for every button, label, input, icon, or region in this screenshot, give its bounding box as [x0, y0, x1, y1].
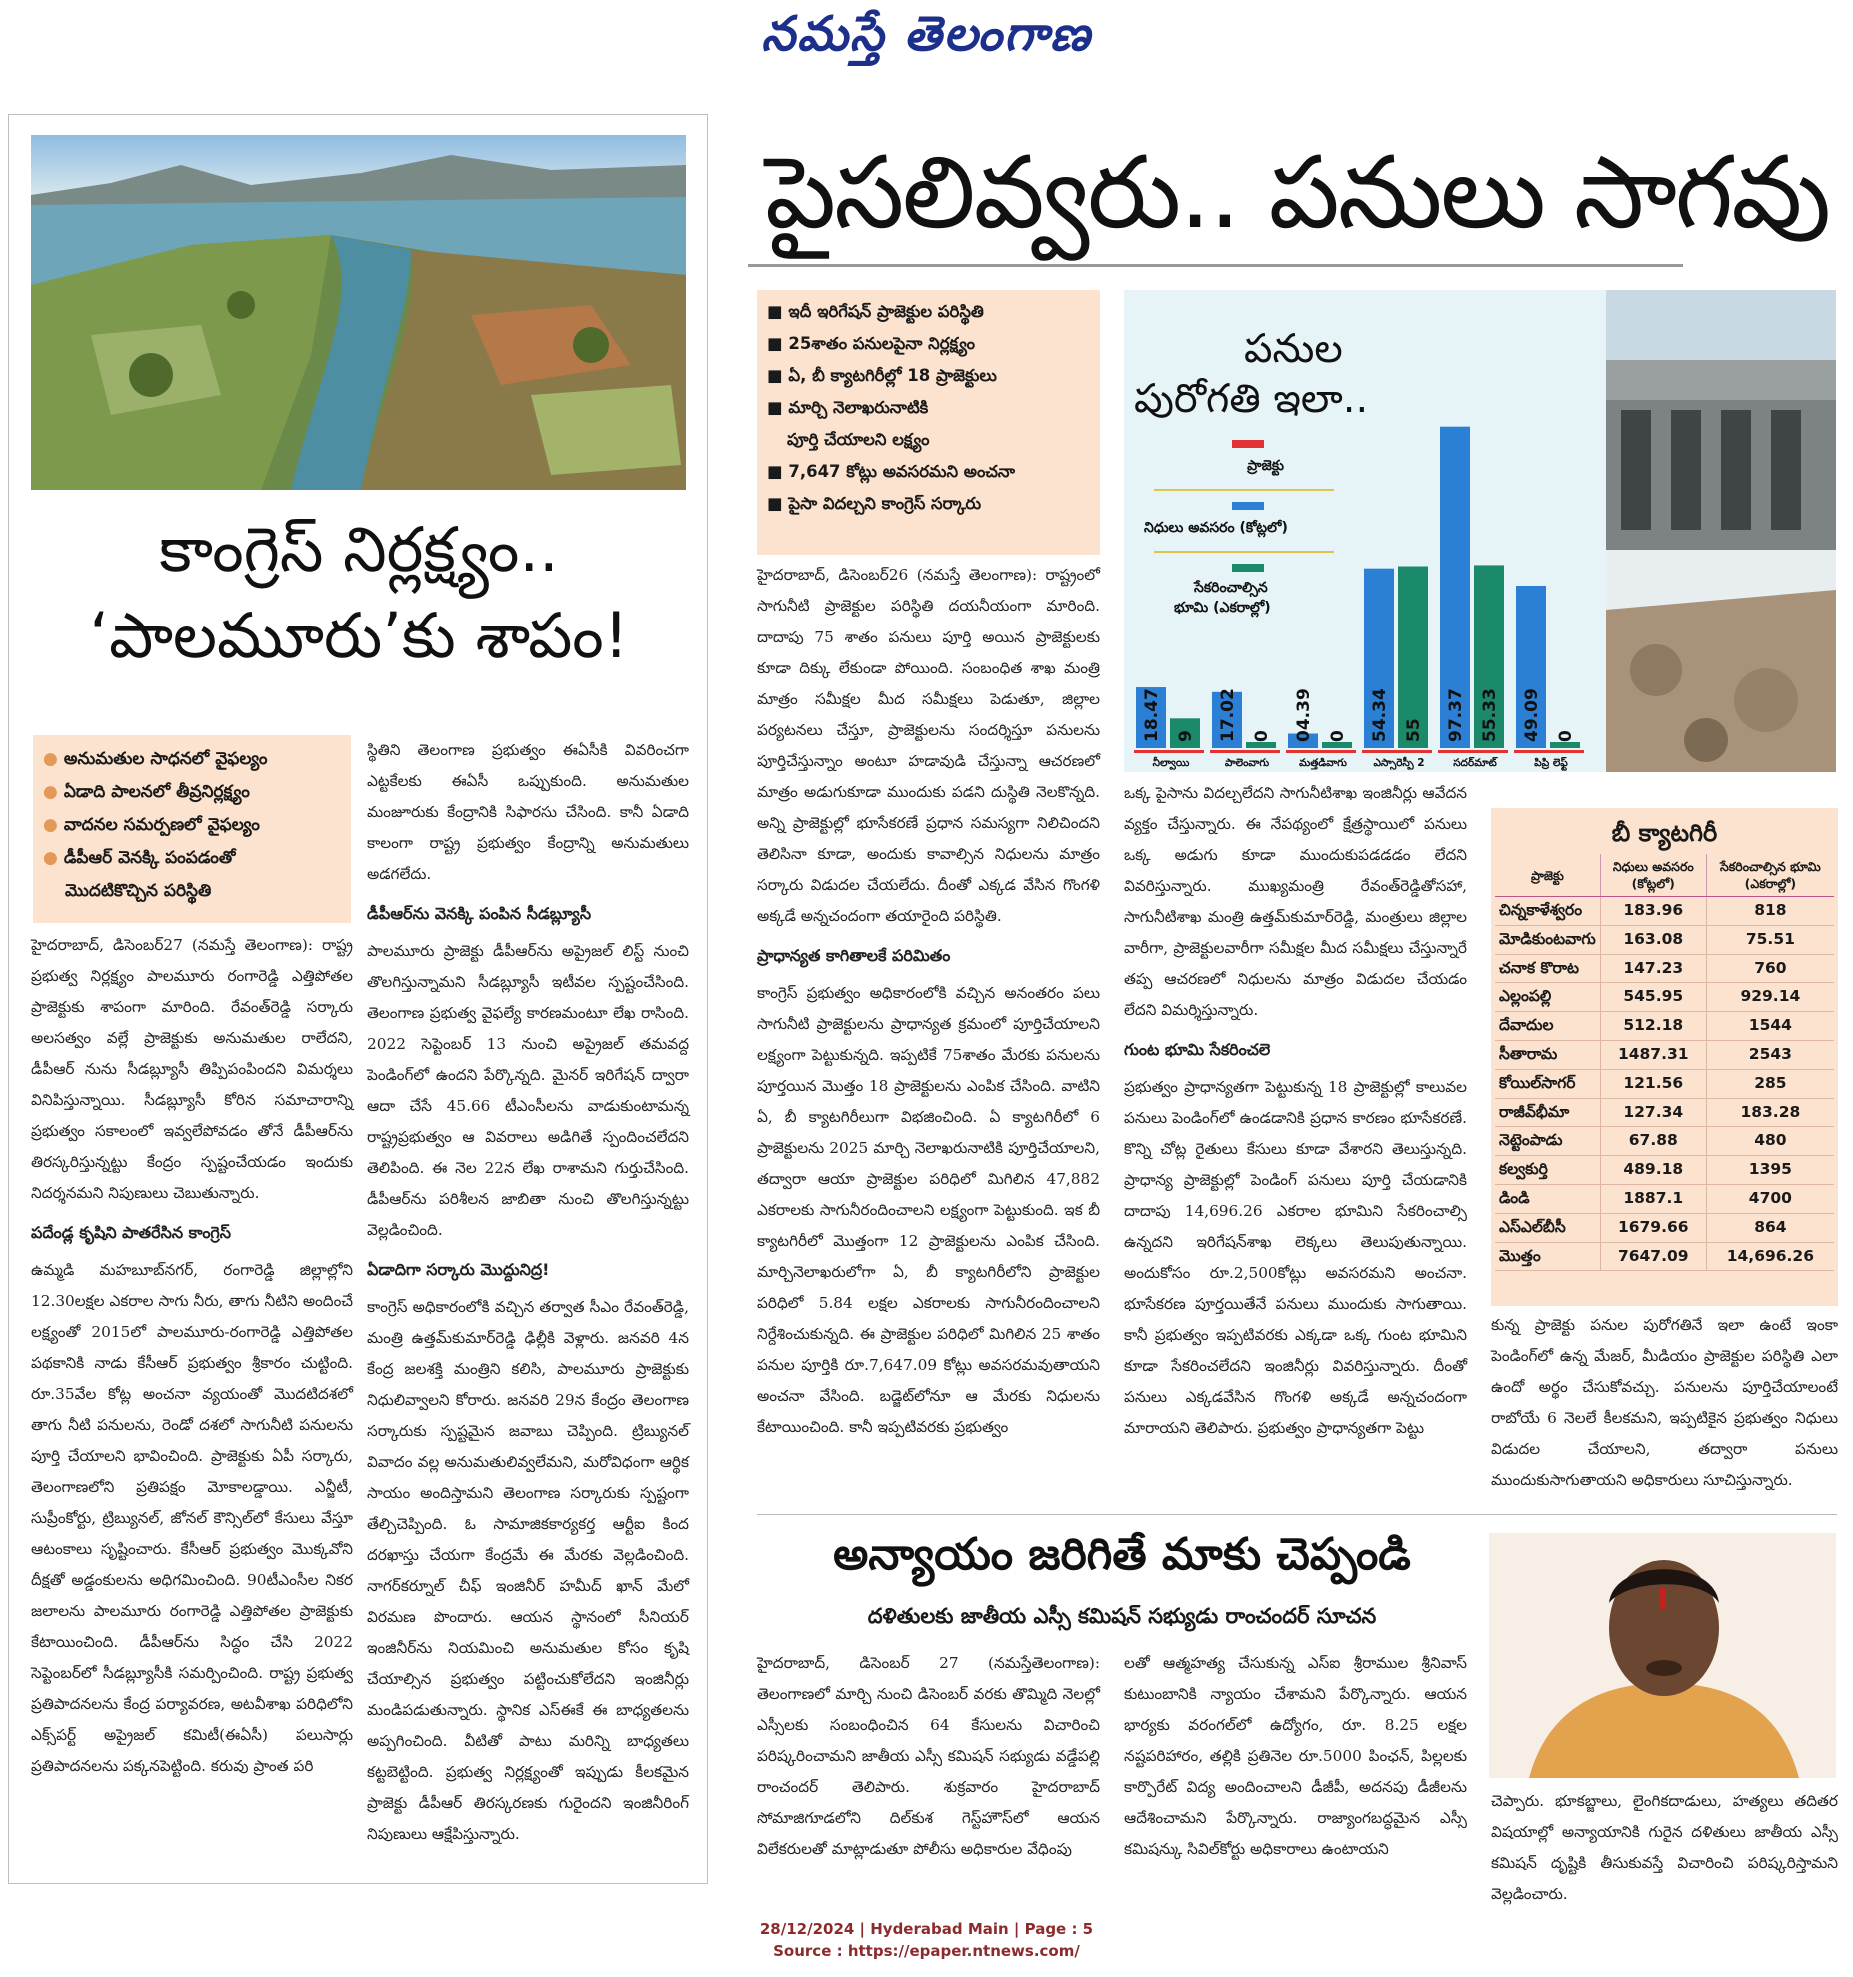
data-label: 18.47 [1142, 688, 1162, 742]
main-column-1 [757, 560, 1100, 1500]
left-column-1 [31, 930, 353, 1875]
table-cell-value: 75.51 [1706, 925, 1834, 954]
main-column-2 [1124, 778, 1467, 1500]
table-cell-value: 760 [1706, 954, 1834, 983]
table-header: నిధులు అవసరం (కోట్లలో) [1600, 854, 1706, 897]
table-cell-value: 2543 [1706, 1040, 1834, 1069]
table-row [1495, 1213, 1834, 1242]
table-cell-value: 864 [1706, 1213, 1834, 1242]
bottom-headline: అన్యాయం జరిగితే మాకు చెప్పండి [833, 1529, 1411, 1580]
progress-chart [1124, 290, 1606, 772]
data-label: 0 [1252, 730, 1272, 742]
category-marker [1286, 750, 1356, 753]
table-row [1495, 1156, 1834, 1185]
table-cell-value: 147.23 [1600, 954, 1706, 983]
table-cell-project: దేవాదుల [1495, 1012, 1600, 1041]
table-cell-value: 929.14 [1706, 983, 1834, 1012]
page-footer [0, 1918, 1853, 1962]
bottom-paragraph: చెప్పారు. భూకబ్జాలు, లైంగికదాడులు, హత్యలు తదితర విషయాల్లో అన్యాయానికి గురైన దళితులు జాతీయ ఎస్సీ కమిషన్ దృష్టికి తీసుకువస్తే విచారించి పరిష్కరిస్తామని వెల్లడించారు. [1491, 1792, 1838, 1903]
data-label: 9 [1176, 730, 1196, 742]
table-cell-project: సీతారామ [1495, 1040, 1600, 1069]
table-cell-value: 183.28 [1706, 1098, 1834, 1127]
table-cell-value: 7647.09 [1600, 1242, 1706, 1271]
table-cell-project: నెట్టెంపాడు [1495, 1127, 1600, 1156]
main-bullet: ■ 25శాతం పనులపైనా నిర్లక్ష్యం [767, 334, 976, 353]
table-header: ప్రాజెక్టు [1495, 854, 1600, 897]
table-cell-value: 1544 [1706, 1012, 1834, 1041]
table-cell-project: కోయిల్‌సాగర్ [1495, 1069, 1600, 1098]
b-category-title: బీ క్యాటగిరీ [1611, 819, 1718, 847]
table-cell-value: 183.96 [1600, 897, 1706, 926]
data-label: 55.33 [1480, 688, 1500, 742]
category-label: నీల్వాయి [1152, 757, 1190, 769]
category-label: పిప్రి లెఫ్ట్ [1534, 757, 1568, 769]
table-cell-project: ఎల్లంపల్లి [1495, 983, 1600, 1012]
bottom-paragraph: హైదరాబాద్, డిసెంబర్ 27 (నమస్తేతెలంగాణ): తెలంగాణలో మార్చి నుంచి డిసెంబర్ వరకు తొమ్మిది నెలల్లో ఎస్సీలకు సంబంధించిన 64 కేసులను విచారించి పరిష్కరించామని జాతీయ ఎస్సీ కమిషన్ సభ్యుడు వడ్డేపల్లి రాంచందర్ తెలిపారు. శుక్రవారం హైదరాబాద్ సోమాజిగూడలోని దిల్‌కుశ గెస్ట్‌హౌస్‌లో ఆయన విలేకరులతో మాట్లాడుతూ పోలీసు అధికారుల వేధింపు [757, 1654, 1100, 1858]
category-label: పాలెంవాగు [1224, 757, 1270, 769]
table-cell-project: మొత్తం [1495, 1242, 1600, 1271]
left-bullet: ● డీపీఆర్ వెనక్కి పంపడంతో [43, 848, 236, 868]
main-subheading: ప్రాధాన్యత కాగితాలకే పరిమితం [757, 946, 951, 965]
main-paragraph: కున్న ప్రాజెక్టు పనుల పురోగతినే ఇలా ఉంటే ఇంకా పెండింగ్‌లో ఉన్న మేజర్, మీడియం ప్రాజెక్టుల పరిస్థితి ఎలా ఉందో అర్థం చేసుకోవచ్చు. పనులను పూర్తిచేయాలంటే రాబోయే 6 నెలలే కీలకమని, ఇప్పటికైన ప్రభుత్వం నిధులు విడుదల చేయాలని, తద్వారా పనులు ముందుకుసాగుతాయని అధికారులు సూచిస్తున్నారు. [1491, 1316, 1838, 1489]
main-bullet: ■ పైసా విదల్చని కాంగ్రెస్ సర్కారు [767, 494, 982, 513]
data-label: 0 [1556, 730, 1576, 742]
commission-member-photo [1489, 1533, 1836, 1778]
main-paragraph: ఒక్క పైసాను విదల్చలేదని సాగునీటిశాఖ ఇంజినీర్లు ఆవేదన వ్యక్తం చేస్తున్నారు. ఈ నేపథ్యంలో క్షేత్రస్థాయిలో పనులు ఒక్క అడుగు కూడా ముందుకుపడడడం లేదని వివరిస్తున్నారు. ముఖ్యమంత్రి రేవంత్‌రెడ్డితోసహా, సాగునీటిశాఖ మంత్రి ఉత్తమ్‌కుమార్‌రెడ్డి, మంత్రులు జిల్లాల వారీగా, ప్రాజెక్టులవారీగా సమీక్షల మీద సమీక్షలు చేస్తున్నారే తప్ప ఆచరణలో నిధులను మాత్రం విడుదల చేయడం లేదని విమర్శిస్తున్నారు. [1124, 784, 1467, 1019]
data-label: 54.34 [1370, 688, 1390, 742]
bottom-column-3 [1491, 1786, 1838, 1903]
table-cell-project: మోడికుంటవాగు [1495, 925, 1600, 954]
left-headline-line2: ‘పాలమూరు’కు శాపం! [89, 599, 629, 672]
legend-swatch-funds [1232, 502, 1264, 510]
table-cell-project: కల్వకుర్తి [1495, 1156, 1600, 1185]
table-cell-value: 67.88 [1600, 1127, 1706, 1156]
dam-photo [1606, 290, 1836, 772]
table-row [1495, 1040, 1834, 1069]
section-divider [757, 1514, 1837, 1515]
footer-source: Source : https://epaper.ntnews.com/ [773, 1942, 1080, 1960]
table-row [1495, 1012, 1834, 1041]
table-cell-value: 1679.66 [1600, 1213, 1706, 1242]
data-label: 17.02 [1218, 688, 1238, 742]
left-headline-line1: కాంగ్రెస్ నిర్లక్ష్యం.. [159, 513, 559, 586]
table-cell-project: చిన్నకాళేశ్వరం [1495, 897, 1600, 926]
footer-date-edition: 28/12/2024 | Hyderabad Main | Page : 5 [759, 1920, 1094, 1938]
main-bullet: ■ 7,647 కోట్లు అవసరమని అంచనా [767, 462, 1016, 481]
main-paragraph: కాంగ్రెస్ ప్రభుత్వం అధికారంలోకి వచ్చిన అనంతరం పలు సాగునీటి ప్రాజెక్టులను ప్రాధాన్యత క్రమంలో పూర్తిచేయాలని లక్ష్యంగా పెట్టుకున్నది. ఇప్పటికే 75శాతం మేరకు పనులను పూర్తయిన మొత్తం 18 ప్రాజెక్టులను ఎంపిక చేసింది. వాటిని ఏ, బీ క్యాటగిరీలుగా విభజించింది. ఏ క్యాటగిరీలో 6 ప్రాజెక్టులను 2025 మార్చి నెలాఖరునాటికి పూర్తిచేయాలని, తద్వారా ఆయా ప్రాజెక్టుల పరిధిలో మిగిలిన 47,882 ఎకరాలకు సాగునీరందించాలని లక్ష్యంగా పెట్టుకుంది. ఇక బీ క్యాటగిరీలో మొత్తంగా 12 ప్రాజెక్టులను ఎంపిక చేసింది. మార్చినెలాఖరులోగా ఏ, బీ క్యాటగిరీలోని ప్రాజెక్టుల పరిధిలో 5.84 లక్షల ఎకరాలకు సాగునీరందించాలని నిర్దేశించుకున్నది. ఈ ప్రాజెక్టుల పరిధిలో మిగిలిన 25 శాతం పనుల పూర్తికి రూ.7,647.09 కోట్లు అవసరమవుతాయని అంచనా వేసింది. బడ్జెట్‌లోనూ ఆ మేరకు నిధులను కేటాయించింది. కానీ ఇప్పటివరకు ప్రభుత్వం [757, 984, 1100, 1436]
legend-label: భూమి (ఎకరాల్లో) [1174, 600, 1271, 616]
table-row [1495, 1242, 1834, 1271]
masthead-logo: నమస్తే తెలంగాణ [761, 6, 1092, 62]
table-cell-project: చనాక కొరాట [1495, 954, 1600, 983]
bottom-column-1 [757, 1648, 1100, 1888]
left-paragraph: కాంగ్రెస్ అధికారంలోకి వచ్చిన తర్వాత సీఎం రేవంత్‌రెడ్డి, మంత్రి ఉత్తమ్‌కుమార్‌రెడ్డి ఢిల్లీకి వెళ్లారు. జనవరి 4న కేంద్ర జలశక్తి మంత్రిని కలిసి, పాలమూరు ప్రాజెక్టుకు నిధులివ్వాలని కోరారు. జనవరి 29న కేంద్రం తెలంగాణ సర్కారుకు స్పష్టమైన జవాబు చెప్పింది. ట్రిబ్యునల్ వివాదం వల్ల అనుమతులివ్వలేమని, మరోవిధంగా ఆర్థిక సాయం అందిస్తామని తెలంగాణ సర్కారుకు స్పష్టంగా తేల్చిచెప్పింది. ఓ సామాజికకార్యకర్త ఆర్టీఐ కింద దరఖాస్తు చేయగా కేంద్రమే ఈ మేరకు వెల్లడించింది. నాగర్‌కర్నూల్ చీఫ్ ఇంజినీర్ హమీద్ ఖాన్ మేలో విరమణ పొందారు. ఆయన స్థానంలో సీనియర్ ఇంజినీర్‌ను నియమించి అనుమతుల కోసం కృషి చేయాల్సిన ప్రభుత్వం పట్టించుకోలేదని ఇంజినీర్లు మండిపడుతున్నారు. స్థానిక ఎస్‌ఈకే ఈ బాధ్యతలను అప్పగించింది. వీటితో పాటు మరిన్ని బాధ్యతలు కట్టబెట్టింది. ప్రభుత్వ నిర్లక్ష్యంతో ఇప్పుడు కీలకమైన ప్రాజెక్టు డీపీఆర్ తిరస్కరణకు గురైందని ఇంజినీరింగ్ నిపుణులు ఆక్షేపిస్తున్నారు. [367, 1298, 689, 1843]
main-paragraph: ప్రభుత్వం ప్రాధాన్యతగా పెట్టుకున్న 18 ప్రాజెక్టుల్లో కాలువల పనులు పెండింగ్‌లో ఉండడానికి ప్రధాన కారణం భూసేకరణే. కొన్ని చోట్ల రైతులు కేసులు కూడా వేశారని తెలుస్తున్నది. ప్రాధాన్య ప్రాజెక్టుల్లో పెండింగ్ పనులు పూర్తి చేయడానికి దాదాపు 14,696.26 ఎకరాల భూమిని సేకరించాల్సి ఉన్నదని ఇరిగేషన్‌శాఖ లెక్కలు తెలుపుతున్నాయి. అందుకోసం రూ.2,500కోట్లు అవసరమని అంచనా. భూసేకరణ పూర్తయితేనే పనులు ముందుకు సాగుతాయి. కానీ ప్రభుత్వం ఇప్పటివరకు ఎక్కడా ఒక్క గుంట భూమిని కూడా సేకరించలేదని ఇంజినీర్లు వివరిస్తున్నారు. దీంతో పనులు ఎక్కడవేసిన గొంగళి అక్కడే అన్నచందంగా మారాయని తెలిపారు. ప్రభుత్వం ప్రాధాన్యతగా పెట్టు [1124, 1078, 1467, 1437]
left-paragraph: స్థితిని తెలంగాణ ప్రభుత్వం ఈఏసీకి వివరించగా ఎట్టకేలకు ఈఏసీ ఒప్పుకుంది. అనుమతుల మంజూరుకు కేంద్రానికి సిఫారసు చేసింది. కానీ ఏడాది కాలంగా రాష్ట్ర ప్రభుత్వం కేంద్రాన్ని అనుమతులు అడగలేదు. [367, 741, 689, 883]
table-row [1495, 897, 1834, 926]
table-cell-value: 163.08 [1600, 925, 1706, 954]
table-cell-value: 1395 [1706, 1156, 1834, 1185]
left-bullet: ● వాదనల సమర్పణలో వైఫల్యం [43, 815, 260, 835]
left-article [8, 114, 708, 1884]
table-cell-value: 4700 [1706, 1184, 1834, 1213]
table-row [1495, 1069, 1834, 1098]
table-row [1495, 925, 1834, 954]
chart-title: పురోగతి ఇలా.. [1134, 376, 1369, 422]
table-cell-project: డిండి [1495, 1184, 1600, 1213]
category-label: ఎస్సారెస్పీ 2 [1373, 757, 1425, 769]
table-cell-value: 545.95 [1600, 983, 1706, 1012]
category-label: మత్తడివాగు [1299, 757, 1347, 769]
table-cell-value: 512.18 [1600, 1012, 1706, 1041]
data-label: 49.09 [1522, 688, 1542, 742]
category-label: సదర్‌మాట్ [1453, 757, 1497, 769]
left-column-2 [367, 735, 689, 1875]
left-paragraph: హైదరాబాద్, డిసెంబర్27 (నమస్తే తెలంగాణ): రాష్ట్ర ప్రభుత్వ నిర్లక్ష్యం పాలమూరు రంగారెడ్డి ఎత్తిపోతల ప్రాజెక్టుకు శాపంగా మారింది. రేవంత్‌రెడ్డి సర్కారు అలసత్వం వల్లే ప్రాజెక్టుకు అనుమతుల రాలేదని, డీపీఆర్ నును సీడబ్ల్యూసీ తిప్పిపంపిందని విమర్శలు వినిపిస్తున్నాయి. సీడబ్ల్యూసీ కోరిన సమాచారాన్ని ప్రభుత్వం సకాలంలో ఇవ్వలేపోవడం తోనే డీపీఆర్‌ను తిరస్కరిస్తున్నట్టు కేంద్రం స్పష్టంచేయడం ఇందుకు నిదర్శనమని నిపుణులు చెబుతున్నారు. [31, 936, 353, 1202]
left-subheading: ఏడాదిగా సర్కారు మొద్దునిద్ర! [367, 1260, 550, 1279]
main-subheading: గుంట భూమి సేకరించలె [1124, 1040, 1271, 1059]
main-bullet: ■ మార్చి నెలాఖరునాటికి [767, 398, 929, 417]
main-headline: పైసలివ్వరు.. పనులు సాగవు [764, 134, 1830, 251]
main-bullet: ■ ఏ, బీ క్యాటగిరీల్లో 18 ప్రాజెక్టులు [767, 366, 997, 385]
table-cell-value: 285 [1706, 1069, 1834, 1098]
data-label: 0 [1328, 730, 1348, 742]
legend-label: సేకరించాల్సిన [1194, 580, 1268, 596]
left-bullet: ● అనుమతుల సాధనలో వైఫల్యం [43, 749, 268, 769]
category-marker [1514, 750, 1584, 753]
table-cell-value: 127.34 [1600, 1098, 1706, 1127]
legend-label: నిధులు అవసరం (కోట్లలో) [1144, 520, 1288, 536]
legend-label: ప్రాజెక్టు [1247, 458, 1284, 474]
category-marker [1362, 750, 1432, 753]
table-row [1495, 1127, 1834, 1156]
table-cell-value: 1487.31 [1600, 1040, 1706, 1069]
table-cell-value: 121.56 [1600, 1069, 1706, 1098]
table-cell-value: 818 [1706, 897, 1834, 926]
bottom-subheadline: దళితులకు జాతీయ ఎస్సీ కమిషన్ సభ్యుడు రాంచందర్ సూచన [867, 1604, 1377, 1628]
table-cell-value: 489.18 [1600, 1156, 1706, 1185]
data-label: 97.37 [1446, 688, 1466, 742]
left-bullet: ● ఏడాది పాలనలో తీవ్రనిర్లక్ష్యం [43, 782, 250, 802]
main-highlights [757, 290, 1100, 555]
main-bullet: ■ ఇదీ ఇరిగేషన్ ప్రాజెక్టుల పరిస్థితి [767, 302, 984, 321]
left-highlights [33, 735, 351, 923]
left-subheading: పదేండ్ల కృషిని పాతరేసిన కాంగ్రెస్ [31, 1223, 231, 1242]
main-bullet: పూర్తి చేయాలని లక్ష్యం [787, 430, 930, 449]
category-marker [1438, 750, 1508, 753]
table-cell-value: 480 [1706, 1127, 1834, 1156]
category-marker [1134, 750, 1204, 753]
reservoir-photo [31, 135, 686, 490]
left-headline [19, 507, 699, 679]
table-cell-project: ఎస్ఎల్‌బీసీ [1495, 1213, 1600, 1242]
table-row [1495, 954, 1834, 983]
table-header: సేకరించాల్సిన భూమి (ఎకరాల్లో) [1706, 854, 1834, 897]
b-category-table [1491, 808, 1838, 1306]
chart-title: పనుల [1244, 326, 1343, 372]
table-row [1495, 1098, 1834, 1127]
main-paragraph: హైదరాబాద్, డిసెంబర్26 (నమస్తే తెలంగాణ): రాష్ట్రంలో సాగునీటి ప్రాజెక్టుల పరిస్థితి దయనీయంగా మారింది. దాదాపు 75 శాతం పనులు పూర్తి అయిన ప్రాజెక్టులకు కూడా దిక్కు లేకుండా పోయింది. సంబంధిత శాఖ మంత్రి మాత్రం సమీక్షల మీద సమీక్షలు పెడుతూ, జిల్లాల పర్యటనలు చేస్తూ, ప్రాజెక్టులను సందర్శిస్తూ పనులను పూర్తిచేస్తున్నాం అంటూ హడావుడి చేస్తున్నా ఆచరణలో మాత్రం అడుగుకూడా ముందుకు పడని దుస్థితి నెలకొన్నది. అన్ని ప్రాజెక్టుల్లో భూసేకరణే ప్రధాన సమస్యగా నిలిచిందని తెలిసినా కూడా, అందుకు కావాల్సిన నిధులను మాత్రం సర్కారు విడుదల చేయలేదు. దీంతో ఎక్కడ వేసిన గొంగళి అక్కడే అన్నచందంగా తయారైంది పరిస్థితి. [757, 566, 1100, 925]
legend-swatch-land [1232, 564, 1264, 572]
table-cell-value: 1887.1 [1600, 1184, 1706, 1213]
table-row [1495, 983, 1834, 1012]
table-row [1495, 1184, 1834, 1213]
left-bullet: మొదటికొచ్చిన పరిస్థితి [65, 881, 212, 901]
b-category-grid [1495, 854, 1834, 1271]
table-cell-value: 14,696.26 [1706, 1242, 1834, 1271]
category-marker [1210, 750, 1280, 753]
table-cell-project: రాజీవ్‌భీమా [1495, 1098, 1600, 1127]
data-label: 55 [1404, 718, 1424, 742]
headline-rule [748, 264, 1683, 267]
left-paragraph: ఉమ్మడి మహబూబ్‌నగర్, రంగారెడ్డి జిల్లాల్లోని 12.30లక్షల ఎకరాల సాగు నీరు, తాగు నీటిని అందించే లక్ష్యంతో 2015లో పాలమూరు-రంగారెడ్డి ఎత్తిపోతల పథకానికి నాడు కేసీఆర్ ప్రభుత్వం శ్రీకారం చుట్టింది. రూ.35వేల కోట్ల అంచనా వ్యయంతో మొదటిదశలో తాగు నీటి పనులను, రెండో దశలో సాగునీటి పనులను పూర్తి చేయాలని భావించింది. ప్రాజెక్టుకు ఏపీ సర్కారు, తెలంగాణలోని ప్రతిపక్షం మోకాలడ్డాయి. ఎన్జీటీ, సుప్రీంకోర్టు, ట్రిబ్యునల్, జోనల్ కౌన్సిల్‌లో కేసులు వేస్తూ ఆటంకాలు సృష్టించారు. కేసీఆర్ ప్రభుత్వం మొక్కవోని దీక్షతో అడ్డంకులను అధిగమించింది. 90టీఎంసీల నికర జలాలను పాలమూరు రంగారెడ్డి ఎత్తిపోతల ప్రాజెక్టుకు కేటాయించింది. డీపీఆర్‌ను సిద్ధం చేసి 2022 సెప్టెంబర్‌లో సీడబ్ల్యూసీకి సమర్పించింది. రాష్ట్ర ప్రభుత్వ ప్రతిపాదనలను కేంద్ర పర్యావరణ, అటవీశాఖ పరిధిలోని ఎక్స్‌పర్ట్ అప్రైజల్ కమిటీ(ఈఏసీ) పలుసార్లు ప్రతిపాదనలను పక్కనపెట్టింది. కరువు ప్రాంత పరి [31, 1261, 353, 1775]
bottom-paragraph: లతో ఆత్మహత్య చేసుకున్న ఎస్ఐ శ్రీరాముల శ్రీనివాస్ కుటుంబానికి న్యాయం చేశామని పేర్కొన్నారు. ఆయన భార్యకు వరంగల్‌లో ఉద్యోగం, రూ. 8.25 లక్షల నష్టపరిహారం, తల్లికి ప్రతినెల రూ.5000 పింఛన్, పిల్లలకు కార్పొరేట్ విద్య అందించాలని డీజీపీ, అదనపు డీజీలను ఆదేశించామని పేర్కొన్నారు. రాజ్యాంగబద్ధమైన ఎస్సీ కమిషన్కు సివిల్‌కోర్టు అధికారాలు ఉంటాయని [1124, 1654, 1467, 1858]
left-subheading: డీపీఆర్‌ను వెనక్కి పంపిన సీడబ్ల్యూసీ [367, 904, 592, 923]
progress-chart-svg [1124, 290, 1606, 772]
main-column-3 [1491, 1310, 1838, 1500]
bottom-column-2 [1124, 1648, 1467, 1888]
data-label: 04.39 [1294, 688, 1314, 742]
left-paragraph: పాలమూరు ప్రాజెక్టు డీపీఆర్‌ను అప్రైజల్ లిస్ట్ నుంచి తొలగిస్తున్నామని సీడబ్ల్యూసీ ఇటీవల స్పష్టంచేసింది. తెలంగాణ ప్రభుత్వ వైఫల్యే కారణమంటూ లేఖ రాసింది. 2022 సెప్టెంబర్ 13 నుంచి అప్రైజల్ తమవద్ద పెండింగ్‌లో ఉందని పేర్కొన్నది. మైనర్ ఇరిగేషన్ ద్వారా ఆదా చేసే 45.66 టీఎంసీలను వాడుకుంటామన్న రాష్ట్రప్రభుత్వం ఆ వివరాలు అడిగితే స్పందించలేదని తెలిపింది. ఈ నెల 22న లేఖ రాశామని గుర్తుచేసింది. డీపీఆర్‌ను పరిశీలన జాబితా నుంచి తొలగిస్తున్నట్టు వెల్లడించింది. [367, 942, 689, 1239]
legend-swatch-project [1232, 440, 1264, 448]
